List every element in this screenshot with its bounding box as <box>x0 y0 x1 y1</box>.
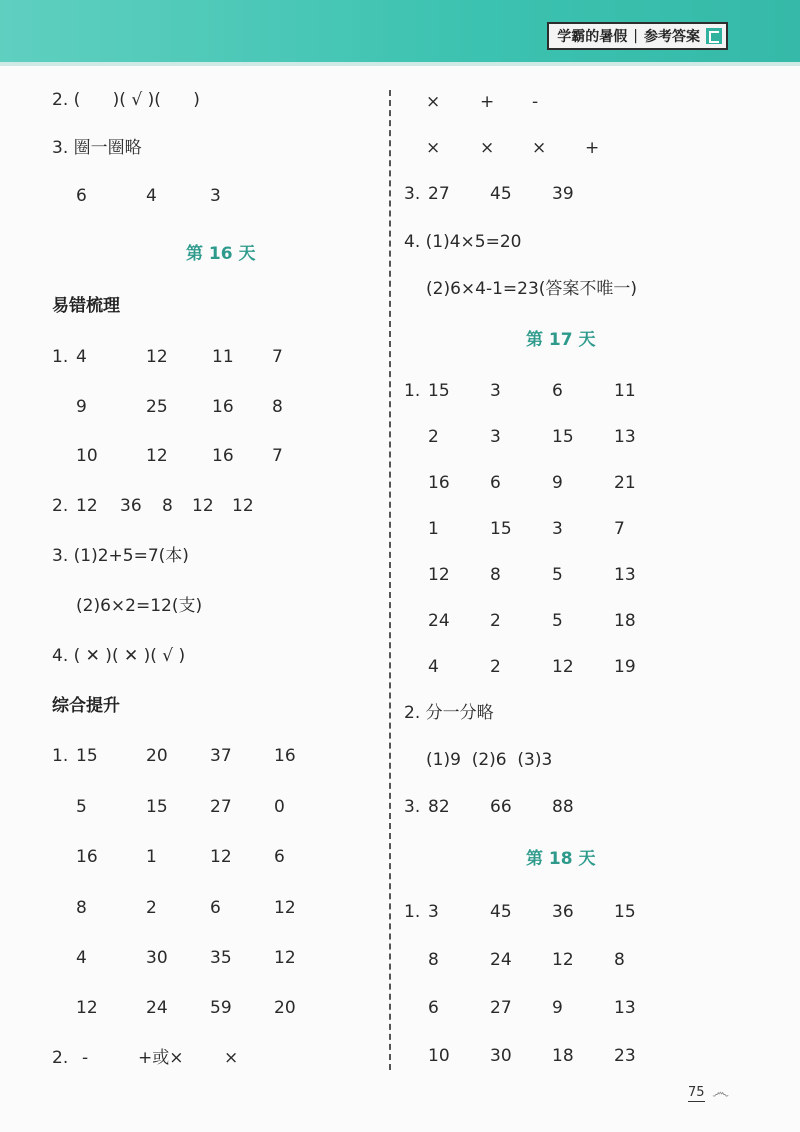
answer-value: 16 <box>212 397 234 417</box>
answer-line: 4. (1)4×5=20 <box>404 232 522 252</box>
answer-value: 12 <box>232 496 254 516</box>
answer-value: 21 <box>614 473 636 493</box>
answer-value: 4 <box>76 347 87 367</box>
answer-value: 3 <box>210 186 221 206</box>
answer-value: 36 <box>552 902 574 922</box>
answer-value: 18 <box>614 611 636 631</box>
answer-value: 12 <box>146 446 168 466</box>
answer-value: 45 <box>490 902 512 922</box>
answer-value: 3 <box>490 427 501 447</box>
answer-value: 6 <box>490 473 501 493</box>
answer-value: 8 <box>76 898 87 918</box>
answer-value: 6 <box>552 381 563 401</box>
answer-value: 2 <box>428 427 439 447</box>
answer-value: 2 <box>490 611 501 631</box>
answer-value: 10 <box>428 1046 450 1066</box>
answer-value: 6 <box>428 998 439 1018</box>
answer-value: 4 <box>146 186 157 206</box>
answer-value: 4 <box>428 657 439 677</box>
section-title: 易错梳理 <box>52 296 120 316</box>
answer-line: 2. ( )( √ )( ) <box>52 90 200 110</box>
answer-value: 3 <box>428 902 439 922</box>
answer-value: 16 <box>274 746 296 766</box>
answer-value: × <box>224 1048 239 1068</box>
brand-section: 参考答案 <box>644 29 700 45</box>
answer-value: 12 <box>192 496 214 516</box>
day-heading: 第 16 天 <box>186 244 256 264</box>
answer-value: 6 <box>274 847 285 867</box>
answer-value: 0 <box>274 797 285 817</box>
question-label: 2. <box>52 1048 69 1068</box>
question-label: 3. <box>404 797 421 817</box>
answer-value: 12 <box>552 657 574 677</box>
answer-value: 12 <box>210 847 232 867</box>
answer-value: 12 <box>146 347 168 367</box>
answer-line: (2)6×2=12(支) <box>76 596 203 616</box>
answer-value: 6 <box>76 186 87 206</box>
answer-value: 9 <box>552 998 563 1018</box>
answer-line: 2. 分一分略 <box>404 703 494 723</box>
answer-value: 66 <box>490 797 512 817</box>
answer-value: × <box>426 138 441 158</box>
answer-value: 13 <box>614 565 636 585</box>
answer-value: 13 <box>614 998 636 1018</box>
answer-value: 20 <box>274 998 296 1018</box>
answer-line: (1)9 (2)6 (3)3 <box>426 750 553 770</box>
answer-value: 5 <box>552 611 563 631</box>
answer-value: × <box>532 138 547 158</box>
answer-value: 24 <box>428 611 450 631</box>
answer-value: 6 <box>210 898 221 918</box>
answer-value: 9 <box>76 397 87 417</box>
answer-value: 11 <box>212 347 234 367</box>
answer-line: (2)6×4-1=23(答案不唯一) <box>426 279 638 299</box>
answer-value: 88 <box>552 797 574 817</box>
answer-value: 7 <box>272 347 283 367</box>
answer-line: 4. ( ✕ )( ✕ )( √ ) <box>52 646 186 666</box>
answer-value: 8 <box>428 950 439 970</box>
answer-value: 15 <box>490 519 512 539</box>
answer-value: + <box>480 92 495 112</box>
page-number: 75 <box>688 1085 705 1100</box>
answer-value: 24 <box>146 998 168 1018</box>
answer-value: 16 <box>76 847 98 867</box>
section-title: 综合提升 <box>52 696 120 716</box>
header-shadow <box>0 62 800 66</box>
answer-value: 19 <box>614 657 636 677</box>
answer-value: 16 <box>212 446 234 466</box>
answer-value: 12 <box>428 565 450 585</box>
answer-value: 12 <box>274 948 296 968</box>
answer-value: 8 <box>614 950 625 970</box>
answer-value: 15 <box>614 902 636 922</box>
answer-value: 3 <box>490 381 501 401</box>
answer-value: 15 <box>146 797 168 817</box>
answer-value: 8 <box>490 565 501 585</box>
question-label: 1. <box>52 347 69 367</box>
answer-line: 3. 圈一圈略 <box>52 138 142 158</box>
answer-value: 39 <box>552 184 574 204</box>
answer-value: 24 <box>490 950 512 970</box>
answer-value: 15 <box>76 746 98 766</box>
answer-value: 45 <box>490 184 512 204</box>
answer-value: + <box>585 138 600 158</box>
answer-value: 12 <box>76 496 98 516</box>
answer-value: 1 <box>146 847 157 867</box>
answer-value: × <box>480 138 495 158</box>
answer-value: 27 <box>490 998 512 1018</box>
answer-value: 25 <box>146 397 168 417</box>
answer-value: 15 <box>552 427 574 447</box>
question-label: 1. <box>52 746 69 766</box>
answer-value: 30 <box>490 1046 512 1066</box>
answer-value: 36 <box>120 496 142 516</box>
answer-value: 23 <box>614 1046 636 1066</box>
column-divider <box>389 90 391 1070</box>
answer-value: - <box>82 1048 89 1068</box>
answer-value: 20 <box>146 746 168 766</box>
answer-value: 35 <box>210 948 232 968</box>
answer-value: 12 <box>274 898 296 918</box>
book-icon <box>706 28 722 44</box>
answer-value: 59 <box>210 998 232 1018</box>
answer-value: 30 <box>146 948 168 968</box>
question-label: 2. <box>52 496 69 516</box>
answer-value: 5 <box>552 565 563 585</box>
day-heading: 第 18 天 <box>526 849 596 869</box>
question-label: 1. <box>404 902 421 922</box>
answer-value: 37 <box>210 746 232 766</box>
answer-value: 27 <box>210 797 232 817</box>
answer-value: × <box>426 92 441 112</box>
answer-value: 12 <box>552 950 574 970</box>
answer-value: 7 <box>272 446 283 466</box>
answer-value: - <box>532 92 539 112</box>
answer-value: 12 <box>76 998 98 1018</box>
answer-value: 3 <box>552 519 563 539</box>
answer-value: 2 <box>146 898 157 918</box>
answer-value: 11 <box>614 381 636 401</box>
answer-value: 5 <box>76 797 87 817</box>
answer-value: 9 <box>552 473 563 493</box>
answer-value: 15 <box>428 381 450 401</box>
answer-value: +或× <box>138 1048 184 1068</box>
brand-separator: | <box>633 28 638 44</box>
swirl-icon: ෴ <box>712 1082 730 1103</box>
question-label: 3. <box>404 184 421 204</box>
day-heading: 第 17 天 <box>526 330 596 350</box>
question-label: 1. <box>404 381 421 401</box>
answer-value: 1 <box>428 519 439 539</box>
brand-name: 学霸的暑假 <box>557 29 628 45</box>
answer-value: 16 <box>428 473 450 493</box>
answer-value: 4 <box>76 948 87 968</box>
answer-value: 18 <box>552 1046 574 1066</box>
answer-value: 7 <box>614 519 625 539</box>
answer-value: 13 <box>614 427 636 447</box>
answer-value: 8 <box>272 397 283 417</box>
brand-label <box>547 22 728 50</box>
answer-value: 8 <box>162 496 173 516</box>
answer-line: 3. (1)2+5=7(本) <box>52 546 189 566</box>
answer-value: 27 <box>428 184 450 204</box>
answer-value: 82 <box>428 797 450 817</box>
answer-value: 10 <box>76 446 98 466</box>
answer-value: 2 <box>490 657 501 677</box>
